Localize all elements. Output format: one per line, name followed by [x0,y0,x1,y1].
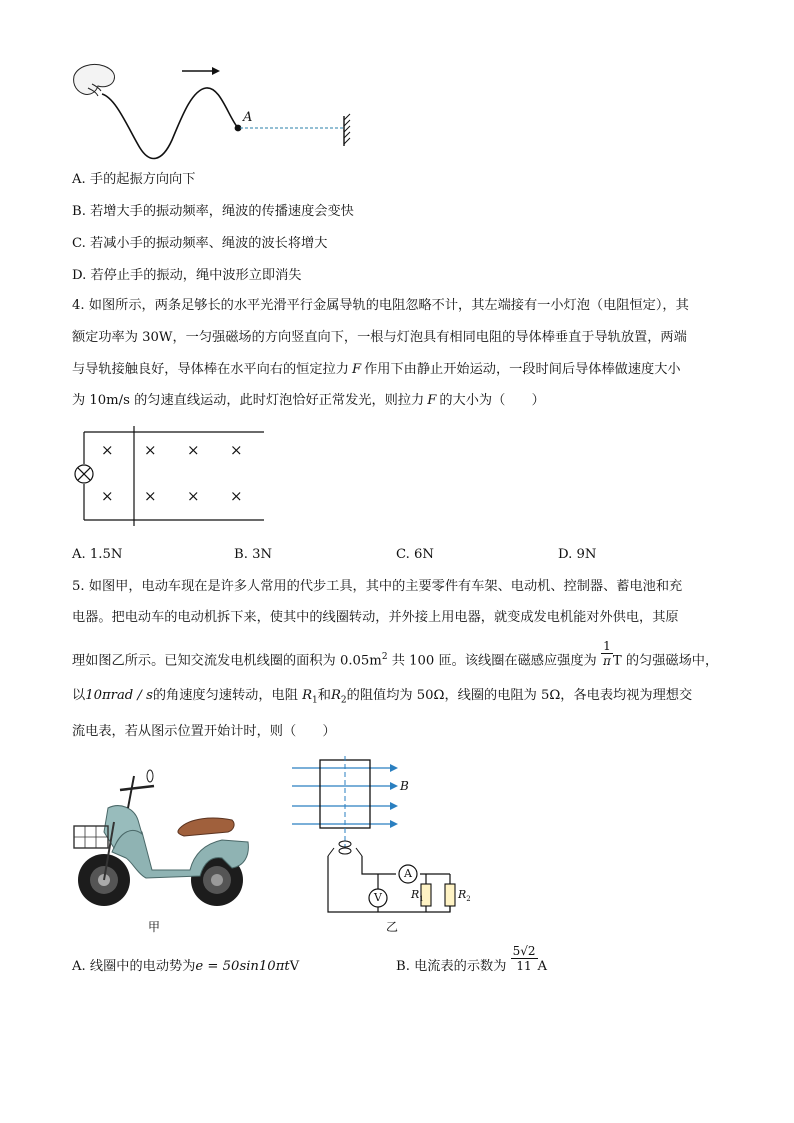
point-a-label: A [243,110,253,125]
figure-label-jia: 甲 [148,920,161,934]
force-symbol: F [351,362,362,377]
q5-text-line-4 [72,687,692,710]
arrow-head-icon [212,67,220,75]
q4-option-c: C. 6N [396,547,434,562]
electric-scooter-figure [72,762,252,912]
q5-option-a-unit: V [289,959,300,974]
rope-wave-curve [102,88,238,159]
field-mark: × [101,441,114,459]
current-denominator: 11 [516,959,532,973]
q4-text-line-3 [72,361,681,379]
force-symbol: F [427,393,437,408]
angular-speed: 10πrad / s [85,688,153,703]
q5-line4-b: 的角速度匀速转动，电阻 [152,688,298,703]
q5-text-line-3 [72,639,719,670]
fraction-one-over-pi [601,639,613,668]
field-mark: × [144,441,157,459]
q4-text-line-2: 额定功率为 30W，一匀强磁场的方向竖直向下，一根与灯泡具有相同电阻的导体棒垂直于导轨放置，两端 [72,330,687,345]
field-mark: × [230,487,243,505]
resistor-r1-sub: 1 [312,695,318,706]
q5-text-line-1: 5. 如图甲，电动车现在是许多人常用的代步工具，其中的主要零件有车架、电动机、控制器、蓄电池和充 [72,579,683,594]
q4-text-line-4b: 的大小为（ ） [439,393,545,408]
q5-option-b-unit: A [537,959,548,974]
q4-option-b: B. 3N [234,547,273,562]
q5-line4-and: 和 [317,688,331,703]
resistor-r1-label [411,888,424,903]
field-mark: × [101,487,114,505]
magnetic-field-lines [292,768,394,824]
field-mark: × [187,441,200,459]
q4-option-d: D. 9N [558,547,597,562]
q4-text-line-4 [72,392,545,410]
resistor-r2-sub: 2 [340,695,347,706]
q4-option-a: A. 1.5N [72,547,123,562]
mirror [147,770,153,782]
q3-option-c: C. 若减小手的振动频率、绳波的波长将增大 [72,236,328,251]
q5-option-a [72,958,299,976]
r2-sub: 2 [466,895,471,904]
rail-circuit-figure [72,424,272,528]
q5-line3-sup: 2 [381,652,388,662]
q5-option-a-prefix: A. 线圈中的电动势为 [72,959,196,974]
field-mark: × [144,487,157,505]
q3-option-b: B. 若增大手的振动频率，绳波的传播速度会变快 [72,204,354,219]
q5-line3-a: 理如图乙所示。已知交流发电机线圈的面积为 0.05m [72,653,382,669]
q4-text-line-1: 4. 如图所示，两条足够长的水平光滑平行金属导轨的电阻忽略不计，其左端接有一小灯泡（电阻恒定），其 [72,298,689,313]
field-arrow-heads [390,764,398,828]
current-numerator: 5√2 [512,944,536,958]
emf-equation: e = 50sin10πt [195,959,290,974]
resistor-r1-symbol: R [302,688,313,703]
q5-line4-a: 以 [72,688,86,703]
q5-line3-b: 共 100 匝。该线圈在磁感应强度为 [391,653,597,669]
fraction-denominator: π [602,654,611,669]
q5-line3-c: T 的匀强磁场中， [612,653,719,669]
circuit-wires [328,856,450,912]
field-mark: × [230,441,243,459]
wall-hatch [344,114,350,144]
r1-letter: R [411,888,420,901]
rope-wave-figure [68,58,368,168]
field-label-b: B [400,779,409,793]
hand-icon [74,64,115,96]
q5-line4-c: 的阻值均为 50Ω，线圈的电阻为 5Ω，各电表均视为理想交 [346,688,693,703]
voltmeter-label: V [374,891,382,904]
fraction-numerator: 1 [601,639,613,654]
bulb-icon [75,465,93,483]
r1-sub: 1 [419,895,424,904]
resistor-r2-label [458,888,471,903]
q4-text-line-3b: 作用下由静止开始运动，一段时间后导体棒做速度大小 [364,362,681,377]
q3-option-d: D. 若停止手的振动，绳中波形立即消失 [72,268,302,283]
q3-option-a: A. 手的起振方向向下 [72,172,196,187]
q5-option-b [396,944,548,976]
q4-text-line-3a: 与导轨接触良好，导体棒在水平向右的恒定拉力 [72,362,349,377]
field-mark: × [187,487,200,505]
slip-ring [339,848,351,854]
r2-letter: R [458,888,467,901]
resistor-r2-icon [445,884,455,906]
q5-option-b-prefix: B. 电流表的示数为 [396,959,507,974]
q5-text-line-5: 流电表，若从图示位置开始计时，则（ ） [72,724,336,739]
coil-loop [320,760,370,828]
handlebar-stem [128,776,134,808]
q5-text-line-2: 电器。把电动车的电动机拆下来，使其中的线圈转动，并外接上用电器，就变成发电机能对外供电，其原 [72,610,679,625]
figure-label-yi: 乙 [386,920,399,934]
ammeter-label: A [404,867,412,880]
resistor-r2-symbol: R [330,688,341,703]
handlebar [120,786,154,790]
q4-text-line-4a: 为 10m/s 的匀速直线运动，此时灯泡恰好正常发光，则拉力 [72,393,425,408]
current-fraction [511,944,538,973]
scooter-seat [178,818,234,836]
